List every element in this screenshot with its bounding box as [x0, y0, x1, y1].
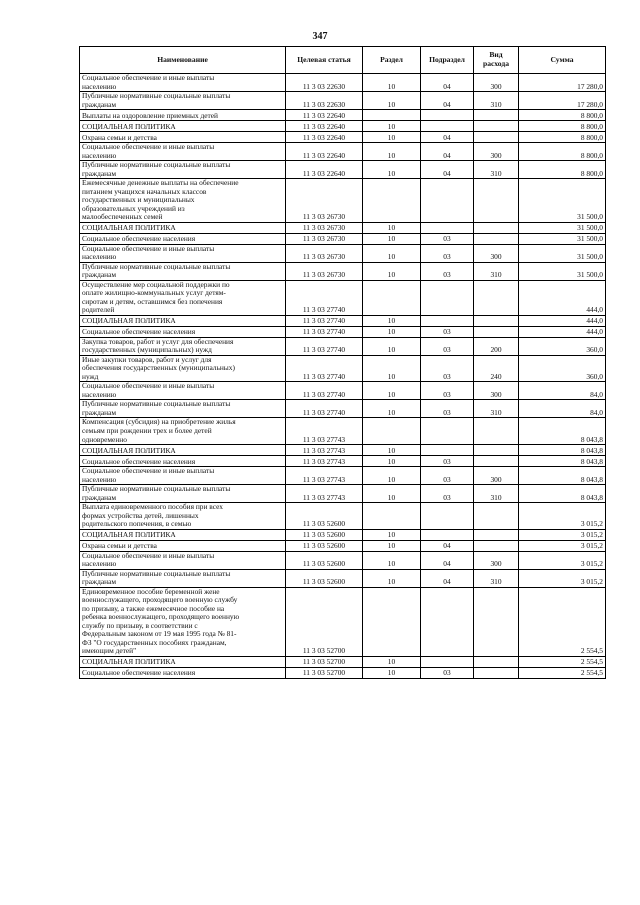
table-row	[80, 161, 606, 179]
table-row	[80, 110, 606, 121]
row-section-cell: 10	[363, 551, 421, 569]
row-subsection-cell: 03	[421, 485, 474, 503]
row-section-cell: 10	[363, 355, 421, 382]
row-name-cell: Социальное обеспечение населения	[80, 456, 286, 467]
row-subsection-cell	[421, 179, 474, 223]
row-section-cell: 10	[363, 540, 421, 551]
row-subsection-cell: 03	[421, 233, 474, 244]
table-row	[80, 280, 606, 315]
row-section-cell	[363, 280, 421, 315]
row-sum-cell: 31 500,0	[519, 262, 606, 280]
row-sum-cell: 84,0	[519, 382, 606, 400]
row-subsection-cell	[421, 418, 474, 445]
row-section-cell: 10	[363, 132, 421, 143]
row-expense-type-cell	[474, 179, 519, 223]
row-expense-type-cell	[474, 280, 519, 315]
row-target-article-cell: 11 3 03 52600	[286, 540, 363, 551]
table-row	[80, 326, 606, 337]
row-section-cell: 10	[363, 74, 421, 92]
row-name-cell: Публичные нормативные социальные выплаты гражданам	[80, 569, 286, 587]
row-section-cell: 10	[363, 467, 421, 485]
row-target-article-cell: 11 3 03 26730	[286, 233, 363, 244]
row-name-cell: Компенсация (субсидия) на приобретение жилья семьям при рождении трех и более детей одновременно	[80, 418, 286, 445]
row-expense-type-cell	[474, 656, 519, 667]
row-section-cell: 10	[363, 161, 421, 179]
row-section-cell: 10	[363, 326, 421, 337]
row-name-cell: Публичные нормативные социальные выплаты гражданам	[80, 400, 286, 418]
row-subsection-cell	[421, 315, 474, 326]
row-target-article-cell: 11 3 03 22640	[286, 161, 363, 179]
row-name-cell: СОЦИАЛЬНАЯ ПОЛИТИКА	[80, 529, 286, 540]
table-row	[80, 569, 606, 587]
row-sum-cell: 3 015,2	[519, 529, 606, 540]
row-target-article-cell: 11 3 03 27743	[286, 456, 363, 467]
row-expense-type-cell: 240	[474, 355, 519, 382]
row-name-cell: Публичные нормативные социальные выплаты гражданам	[80, 262, 286, 280]
table-row	[80, 587, 606, 656]
row-target-article-cell: 11 3 03 22630	[286, 74, 363, 92]
row-target-article-cell: 11 3 03 27743	[286, 485, 363, 503]
row-section-cell	[363, 110, 421, 121]
row-section-cell: 10	[363, 92, 421, 110]
row-name-cell: Социальное обеспечение и иные выплаты населению	[80, 467, 286, 485]
row-target-article-cell: 11 3 03 26730	[286, 244, 363, 262]
row-subsection-cell	[421, 280, 474, 315]
table-row	[80, 355, 606, 382]
row-name-cell: Социальное обеспечение и иные выплаты населению	[80, 143, 286, 161]
row-section-cell: 10	[363, 244, 421, 262]
table-row	[80, 315, 606, 326]
row-subsection-cell	[421, 121, 474, 132]
row-sum-cell: 31 500,0	[519, 244, 606, 262]
row-target-article-cell: 11 3 03 22640	[286, 110, 363, 121]
row-section-cell	[363, 587, 421, 656]
table-row	[80, 456, 606, 467]
table-row	[80, 179, 606, 223]
table-row	[80, 503, 606, 530]
row-section-cell: 10	[363, 485, 421, 503]
row-name-cell: Охрана семьи и детства	[80, 540, 286, 551]
row-target-article-cell: 11 3 03 52600	[286, 529, 363, 540]
row-expense-type-cell	[474, 456, 519, 467]
column-header-target-article: Целевая статья	[286, 47, 363, 74]
row-expense-type-cell	[474, 121, 519, 132]
table-row	[80, 92, 606, 110]
row-target-article-cell: 11 3 03 52700	[286, 656, 363, 667]
row-name-cell: Публичные нормативные социальные выплаты гражданам	[80, 92, 286, 110]
table-row	[80, 445, 606, 456]
row-expense-type-cell: 310	[474, 569, 519, 587]
row-subsection-cell	[421, 110, 474, 121]
row-target-article-cell: 11 3 03 27740	[286, 326, 363, 337]
column-header-expense-type: Вид расхода	[474, 47, 519, 74]
row-subsection-cell: 04	[421, 551, 474, 569]
row-subsection-cell	[421, 503, 474, 530]
row-expense-type-cell	[474, 110, 519, 121]
table-row	[80, 400, 606, 418]
row-target-article-cell: 11 3 03 27740	[286, 400, 363, 418]
row-sum-cell: 17 280,0	[519, 92, 606, 110]
row-expense-type-cell: 300	[474, 244, 519, 262]
table-row	[80, 551, 606, 569]
row-target-article-cell: 11 3 03 22640	[286, 143, 363, 161]
row-sum-cell: 8 800,0	[519, 132, 606, 143]
row-subsection-cell: 04	[421, 132, 474, 143]
row-sum-cell: 31 500,0	[519, 179, 606, 223]
row-target-article-cell: 11 3 03 26730	[286, 179, 363, 223]
row-section-cell	[363, 179, 421, 223]
row-name-cell: СОЦИАЛЬНАЯ ПОЛИТИКА	[80, 445, 286, 456]
row-name-cell: Социальное обеспечение населения	[80, 667, 286, 678]
row-expense-type-cell	[474, 503, 519, 530]
row-target-article-cell: 11 3 03 22640	[286, 121, 363, 132]
table-row	[80, 143, 606, 161]
row-sum-cell: 3 015,2	[519, 540, 606, 551]
table-row	[80, 467, 606, 485]
column-header-sum: Сумма	[519, 47, 606, 74]
row-expense-type-cell	[474, 233, 519, 244]
row-target-article-cell: 11 3 03 27743	[286, 467, 363, 485]
row-section-cell: 10	[363, 222, 421, 233]
row-expense-type-cell	[474, 445, 519, 456]
row-expense-type-cell	[474, 529, 519, 540]
row-expense-type-cell: 300	[474, 382, 519, 400]
row-target-article-cell: 11 3 03 52600	[286, 503, 363, 530]
row-name-cell: Иные закупки товаров, работ и услуг для обеспечения государственных (муниципальных) нужд	[80, 355, 286, 382]
row-sum-cell: 31 500,0	[519, 222, 606, 233]
row-sum-cell: 444,0	[519, 315, 606, 326]
row-sum-cell: 8 043,8	[519, 418, 606, 445]
row-name-cell: Ежемесячные денежные выплаты на обеспечение питанием учащихся начальных классов государственных и муниципальных образовательных учреждений из малообеспеченных семей	[80, 179, 286, 223]
table-row	[80, 222, 606, 233]
row-name-cell: СОЦИАЛЬНАЯ ПОЛИТИКА	[80, 656, 286, 667]
table-row	[80, 121, 606, 132]
row-subsection-cell	[421, 445, 474, 456]
row-name-cell: СОЦИАЛЬНАЯ ПОЛИТИКА	[80, 315, 286, 326]
row-expense-type-cell: 310	[474, 400, 519, 418]
row-sum-cell: 31 500,0	[519, 233, 606, 244]
row-target-article-cell: 11 3 03 27743	[286, 418, 363, 445]
row-target-article-cell: 11 3 03 52700	[286, 587, 363, 656]
row-subsection-cell: 03	[421, 244, 474, 262]
row-expense-type-cell: 300	[474, 551, 519, 569]
row-sum-cell: 2 554,5	[519, 656, 606, 667]
table-row	[80, 262, 606, 280]
row-expense-type-cell	[474, 132, 519, 143]
row-section-cell: 10	[363, 456, 421, 467]
row-sum-cell: 8 800,0	[519, 161, 606, 179]
row-section-cell: 10	[363, 656, 421, 667]
row-subsection-cell: 04	[421, 540, 474, 551]
row-name-cell: Охрана семьи и детства	[80, 132, 286, 143]
row-name-cell: СОЦИАЛЬНАЯ ПОЛИТИКА	[80, 222, 286, 233]
table-row	[80, 529, 606, 540]
budget-table	[79, 46, 606, 679]
row-sum-cell: 444,0	[519, 280, 606, 315]
table-row	[80, 667, 606, 678]
row-name-cell: Публичные нормативные социальные выплаты гражданам	[80, 485, 286, 503]
row-subsection-cell: 04	[421, 161, 474, 179]
row-target-article-cell: 11 3 03 27740	[286, 280, 363, 315]
row-subsection-cell: 03	[421, 667, 474, 678]
row-section-cell: 10	[363, 529, 421, 540]
column-header-section: Раздел	[363, 47, 421, 74]
row-sum-cell: 8 043,8	[519, 456, 606, 467]
row-subsection-cell: 03	[421, 467, 474, 485]
row-name-cell: Выплаты на оздоровление приемных детей	[80, 110, 286, 121]
row-subsection-cell: 03	[421, 355, 474, 382]
row-subsection-cell: 03	[421, 456, 474, 467]
row-section-cell: 10	[363, 400, 421, 418]
table-row	[80, 382, 606, 400]
row-name-cell: Закупка товаров, работ и услуг для обеспечения государственных (муниципальных) нужд	[80, 337, 286, 355]
row-subsection-cell	[421, 656, 474, 667]
row-expense-type-cell: 310	[474, 161, 519, 179]
row-target-article-cell: 11 3 03 52700	[286, 667, 363, 678]
row-sum-cell: 8 800,0	[519, 143, 606, 161]
row-section-cell: 10	[363, 262, 421, 280]
row-sum-cell: 3 015,2	[519, 569, 606, 587]
table-row	[80, 656, 606, 667]
row-expense-type-cell	[474, 540, 519, 551]
table-row	[80, 74, 606, 92]
row-target-article-cell: 11 3 03 27740	[286, 337, 363, 355]
table-row	[80, 244, 606, 262]
row-sum-cell: 8 800,0	[519, 121, 606, 132]
row-sum-cell: 8 043,8	[519, 485, 606, 503]
column-header-subsection: Подраздел	[421, 47, 474, 74]
row-name-cell: СОЦИАЛЬНАЯ ПОЛИТИКА	[80, 121, 286, 132]
row-subsection-cell: 03	[421, 400, 474, 418]
table-row	[80, 418, 606, 445]
row-sum-cell: 360,0	[519, 355, 606, 382]
row-section-cell: 10	[363, 445, 421, 456]
table-row	[80, 485, 606, 503]
row-subsection-cell	[421, 529, 474, 540]
row-expense-type-cell	[474, 326, 519, 337]
row-expense-type-cell: 300	[474, 143, 519, 161]
row-section-cell: 10	[363, 337, 421, 355]
row-sum-cell: 8 043,8	[519, 445, 606, 456]
row-section-cell: 10	[363, 233, 421, 244]
row-section-cell	[363, 418, 421, 445]
row-subsection-cell: 03	[421, 262, 474, 280]
row-sum-cell: 2 554,5	[519, 587, 606, 656]
row-target-article-cell: 11 3 03 27743	[286, 445, 363, 456]
row-section-cell	[363, 503, 421, 530]
row-target-article-cell: 11 3 03 52600	[286, 569, 363, 587]
row-subsection-cell: 03	[421, 326, 474, 337]
row-name-cell: Социальное обеспечение и иные выплаты населению	[80, 382, 286, 400]
table-row	[80, 337, 606, 355]
row-section-cell: 10	[363, 121, 421, 132]
row-expense-type-cell: 300	[474, 74, 519, 92]
row-target-article-cell: 11 3 03 26730	[286, 222, 363, 233]
row-subsection-cell: 04	[421, 143, 474, 161]
row-name-cell: Публичные нормативные социальные выплаты гражданам	[80, 161, 286, 179]
row-expense-type-cell: 200	[474, 337, 519, 355]
row-sum-cell: 3 015,2	[519, 503, 606, 530]
row-target-article-cell: 11 3 03 22630	[286, 92, 363, 110]
row-section-cell: 10	[363, 667, 421, 678]
row-expense-type-cell: 310	[474, 262, 519, 280]
row-target-article-cell: 11 3 03 52600	[286, 551, 363, 569]
row-sum-cell: 17 280,0	[519, 74, 606, 92]
row-expense-type-cell	[474, 587, 519, 656]
row-target-article-cell: 11 3 03 27740	[286, 355, 363, 382]
row-sum-cell: 444,0	[519, 326, 606, 337]
row-subsection-cell	[421, 587, 474, 656]
row-expense-type-cell: 310	[474, 485, 519, 503]
row-target-article-cell: 11 3 03 26730	[286, 262, 363, 280]
row-expense-type-cell	[474, 315, 519, 326]
row-name-cell: Единовременное пособие беременной жене военнослужащего, проходящего военную службу по призыву, а также ежемесячное пособие на ребенка военнослужащего, проходящего военную службу по призыву, в соответствии с Федеральным законом от 19 мая 1995 года № 81- ФЗ "О государственных пособиях гражданам, имеющим детей"	[80, 587, 286, 656]
table-row	[80, 233, 606, 244]
row-name-cell: Осуществление мер социальной поддержки по оплате жилищно-коммунальных услуг детям- сиротам и детям, оставшимся без попечения родителей	[80, 280, 286, 315]
row-sum-cell: 8 043,8	[519, 467, 606, 485]
table-row	[80, 132, 606, 143]
column-header-name: Наименование	[80, 47, 286, 74]
row-expense-type-cell: 310	[474, 92, 519, 110]
table-row	[80, 540, 606, 551]
row-name-cell: Социальное обеспечение и иные выплаты населению	[80, 551, 286, 569]
row-target-article-cell: 11 3 03 27740	[286, 382, 363, 400]
row-section-cell: 10	[363, 143, 421, 161]
row-name-cell: Социальное обеспечение и иные выплаты населению	[80, 74, 286, 92]
row-subsection-cell: 04	[421, 74, 474, 92]
row-section-cell: 10	[363, 315, 421, 326]
row-name-cell: Социальное обеспечение населения	[80, 326, 286, 337]
row-subsection-cell	[421, 222, 474, 233]
page-number: 347	[312, 31, 328, 42]
row-sum-cell: 8 800,0	[519, 110, 606, 121]
row-sum-cell: 2 554,5	[519, 667, 606, 678]
row-subsection-cell: 03	[421, 382, 474, 400]
row-target-article-cell: 11 3 03 22640	[286, 132, 363, 143]
row-target-article-cell: 11 3 03 27740	[286, 315, 363, 326]
row-subsection-cell: 04	[421, 569, 474, 587]
row-sum-cell: 3 015,2	[519, 551, 606, 569]
row-sum-cell: 84,0	[519, 400, 606, 418]
row-expense-type-cell: 300	[474, 467, 519, 485]
row-expense-type-cell	[474, 222, 519, 233]
row-expense-type-cell	[474, 667, 519, 678]
row-name-cell: Социальное обеспечение населения	[80, 233, 286, 244]
table-header-row	[80, 47, 606, 74]
row-subsection-cell: 03	[421, 337, 474, 355]
row-section-cell: 10	[363, 569, 421, 587]
row-expense-type-cell	[474, 418, 519, 445]
row-name-cell: Выплата единовременного пособия при всех формах устройства детей, лишенных родительского попечения, в семью	[80, 503, 286, 530]
row-name-cell: Социальное обеспечение и иные выплаты населению	[80, 244, 286, 262]
row-section-cell: 10	[363, 382, 421, 400]
row-subsection-cell: 04	[421, 92, 474, 110]
row-sum-cell: 360,0	[519, 337, 606, 355]
